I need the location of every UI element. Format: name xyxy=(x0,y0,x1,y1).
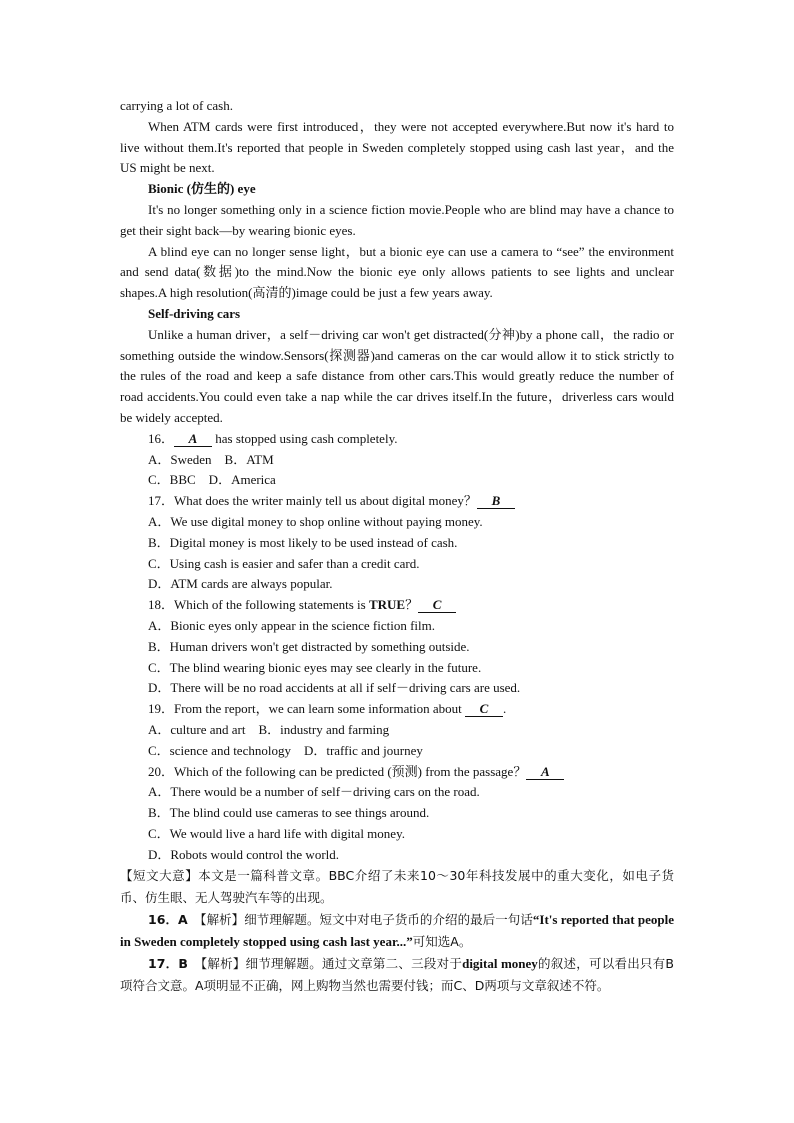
analysis-17-keyword: digital money xyxy=(462,956,538,972)
answer-blank-19: C xyxy=(465,701,503,717)
question-17-option: A．We use digital money to shop online without paying money. xyxy=(148,513,483,529)
question-19-option-row: C．science and technology D．traffic and journey xyxy=(148,742,423,758)
analysis-16-conclusion: 可知选A。 xyxy=(412,934,472,950)
question-17-option: B．Digital money is most likely to be used instead of cash. xyxy=(148,534,458,550)
question-17-text: 17．What does the writer mainly tell us about digital money？ xyxy=(148,493,477,509)
question-19-text: 19．From the report，we can learn some information about xyxy=(148,701,465,717)
summary-text: 本文是一篇科普文章。BBC介绍了未来10～30年科技发展中的重大变化，如电子货币、仿生眼、无人驾驶汽车等的出现。 xyxy=(120,868,674,906)
heading-self-driving: Self-driving cars xyxy=(148,305,241,321)
question-18-mark: ？ xyxy=(405,597,419,613)
analysis-17-text-rest: 的叙述，可以看出只有B项符合文意。A项明显不正确，网上购物当然也需要付钱；而C、D两项与文章叙述不符。 xyxy=(120,956,674,994)
passage-line: carrying a lot of cash. xyxy=(120,98,233,113)
answer-blank-18: C xyxy=(418,597,456,613)
analysis-16-text: 细节理解题。短文中对电子货币的介绍的最后一句话 xyxy=(244,912,533,928)
question-17-stem xyxy=(120,491,674,512)
analysis-17 xyxy=(120,953,674,997)
summary-paragraph xyxy=(120,865,674,909)
question-16-option-row: A．Sweden B．ATM xyxy=(148,451,274,467)
analysis-17-text: 细节理解题。通过文章第二、三段对于 xyxy=(245,956,463,972)
question-16-number: 16． xyxy=(148,430,175,446)
analysis-17-number: 17．B xyxy=(148,956,201,972)
document-content xyxy=(120,96,674,997)
passage-paragraph-atm: When ATM cards were first introduced，they were not accepted everywhere.But now it's hard to live without them.It's reported that people in Sweden completely stopped using cash last year，and the US might be next. xyxy=(120,118,674,176)
question-18-option: C．The blind wearing bionic eyes may see clearly in the future. xyxy=(148,659,482,675)
question-18-option: A．Bionic eyes only appear in the science fiction film. xyxy=(148,617,435,633)
analysis-16-number: 16．A xyxy=(148,912,201,928)
question-18-option: B．Human drivers won't get distracted by something outside. xyxy=(148,638,470,654)
summary-label: 【短文大意】 xyxy=(120,868,199,884)
passage-paragraph-bionic-1: It's no longer something only in a science fiction movie.People who are blind may have a chance to get their sight back—by wearing bionic eyes. xyxy=(120,201,674,238)
question-20-option: A．There would be a number of self－driving cars on the road. xyxy=(148,784,480,800)
question-18-text: 18．Which of the following statements is xyxy=(148,597,369,613)
answer-blank-16: A xyxy=(174,431,212,447)
question-17-option: C．Using cash is easier and safer than a credit card. xyxy=(148,555,420,571)
question-20-option: B．The blind could use cameras to see things around. xyxy=(148,805,430,821)
question-20-option: C．We would live a hard life with digital money. xyxy=(148,825,405,841)
analysis-16-quote: “It's reported that people in Sweden completely stopped using cash last year...” xyxy=(120,912,674,950)
question-20-text: 20．Which of the following can be predicted (预测) from the passage？ xyxy=(148,763,527,779)
passage-paragraph-bionic-2: A blind eye can no longer sense light，but a bionic eye can use a camera to “see” the environment and send data(数据)to the mind.Now the bionic eye only allows patients to see lights and unclear shapes.A high resolution(高清的)image could be just a few years away. xyxy=(120,243,674,301)
passage-paragraph-self-driving: Unlike a human driver，a self－driving car won't get distracted(分神)by a phone call，the radio or something outside the window.Sensors(探测器)and cameras on the car would allow it to stick strictly to the rules of the road and keep a safe distance from other cars.This would greatly reduce the number of road accidents.You could even take a nap while the car drives itself.In the future，driverless cars would be widely accepted. xyxy=(120,326,674,425)
answer-blank-17: B xyxy=(477,493,515,509)
question-18-emphasis: TRUE xyxy=(368,597,406,613)
analysis-17-label: 【解析】 xyxy=(200,956,246,972)
question-19-stem xyxy=(120,699,674,720)
heading-bionic-eye: Bionic (仿生的) eye xyxy=(148,181,256,197)
question-20-option: D．Robots would control the world. xyxy=(148,846,340,862)
question-18-option: D．There will be no road accidents at all if self－driving cars are used. xyxy=(148,680,521,696)
question-16-option-row: C．BBC D．America xyxy=(148,472,276,488)
question-19-option-row: A．culture and art B．industry and farming xyxy=(148,721,390,737)
question-18-stem xyxy=(120,595,674,616)
analysis-16 xyxy=(120,909,674,953)
question-17-option: D．ATM cards are always popular. xyxy=(148,576,333,592)
question-20-stem xyxy=(120,762,674,783)
question-19-period: . xyxy=(502,701,507,717)
answer-blank-20: A xyxy=(526,764,564,780)
question-16-stem xyxy=(120,429,674,450)
question-16-text: has stopped using cash completely. xyxy=(212,430,398,446)
analysis-16-label: 【解析】 xyxy=(200,912,245,928)
